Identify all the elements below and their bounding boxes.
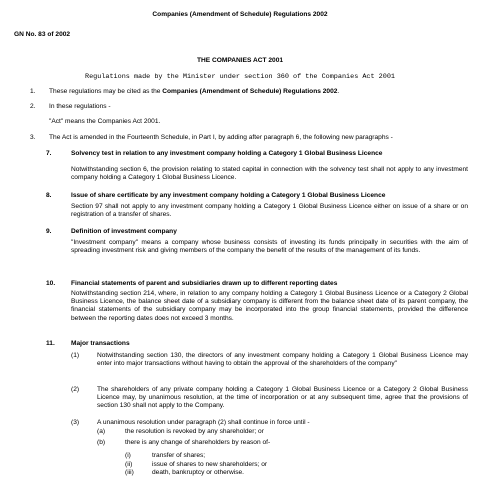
roman-number: (ii) [125,461,133,468]
subparagraph-number: (1) [71,352,80,359]
paragraph-number: 10. [46,280,56,287]
act-title: THE COMPANIES ACT 2001 [196,57,284,64]
paragraph-heading: Issue of share certificate by any investment company holding a Category 1 Global Business Licence [71,192,386,199]
document-title: Companies (Amendment of Schedule) Regulations 2002 [152,11,328,18]
roman-number: (i) [125,452,131,459]
subparagraph-text: The shareholders of any private company holding a Category 1 Global Business Licence or a Category 2 Global Business Licence may, by unanimous resolution, at the time of incorporation or at any subsequent time, agree that the provisions of section 130 shall not apply to the Company. [97,386,468,410]
clause-1: These regulations may be cited as the Companies (Amendment of Schedule) Regulations 2002. [49,88,340,95]
roman-number: (iii) [125,469,134,476]
item-number: (a) [97,428,106,435]
clause-3: The Act is amended in the Fourteenth Schedule, in Part I, by adding after paragraph 6, the following new paragraphs - [49,134,393,141]
paragraph-body: "Investment company" means a company whose business consists of investing its funds principally in securities with the aim of spreading investment risk and giving members of the company the benefit of the results of the management of its funds. [71,239,468,255]
paragraph-number: 8. [46,192,52,199]
paragraph-number: 11. [46,340,55,347]
paragraph-heading: Financial statements of parent and subsidiaries drawn up to different reporting dates [71,280,338,287]
act-definition: "Act" means the Companies Act 2001. [49,118,161,125]
paragraph-heading: Major transactions [71,340,130,347]
subparagraph-text: Notwithstanding section 130, the directors of any investment company holding a Category 1 Global Business Licence may enter into major transactions without having to obtain the approval of the shareholders of the company" [97,352,468,368]
paragraph-body: Notwithstanding section 6, the provision relating to stated capital in connection with the solvency test shall not apply to any investment company holding a Category 1 Global Business Licence. [71,166,468,182]
paragraph-body: Notwithstanding section 214, where, in relation to any company holding a Category 1 Global Business Licence or a Category 2 Global Business Licence, the balance sheet date of a subsidiary company is different from the balance sheet date of its parent company, the financial statements of the subsidiary company may be incorporated into the group financial statements, provided the difference between the reporting dates does not exceed 3 months. [71,290,468,322]
regulations-line: Regulations made by the Minister under section 360 of the Companies Act 2001 [85,73,395,81]
gn-number: GN No. 83 of 2002 [14,31,71,38]
item-number: (b) [97,439,106,446]
roman-text: death, bankruptcy or otherwise. [152,469,244,476]
subparagraph-number: (2) [71,386,80,393]
subparagraph-number: (3) [71,419,80,426]
item-text: the resolution is revoked by any shareholder; or [125,428,264,435]
subparagraph-text: A unanimous resolution under paragraph (2) shall continue in force until - [97,419,310,426]
paragraph-heading: Definition of investment company [71,228,177,235]
clause-number: 1. [30,88,36,95]
clause-2: In these regulations - [49,103,111,110]
paragraph-heading: Solvency test in relation to any investment company holding a Category 1 Global Business Licence [71,150,383,157]
clause-number: 2. [30,103,36,110]
roman-text: issue of shares to new shareholders; or [152,461,268,468]
roman-text: transfer of shares; [152,452,206,459]
paragraph-body: Section 97 shall not apply to any investment company holding a Category 1 Global Business Licence either on issue of a share or on registration of a transfer of shares. [71,203,468,219]
clause-number: 3. [30,134,36,141]
item-text: there is any change of shareholders by reason of- [125,439,271,446]
paragraph-number: 7. [46,150,52,157]
paragraph-number: 9. [46,228,52,235]
